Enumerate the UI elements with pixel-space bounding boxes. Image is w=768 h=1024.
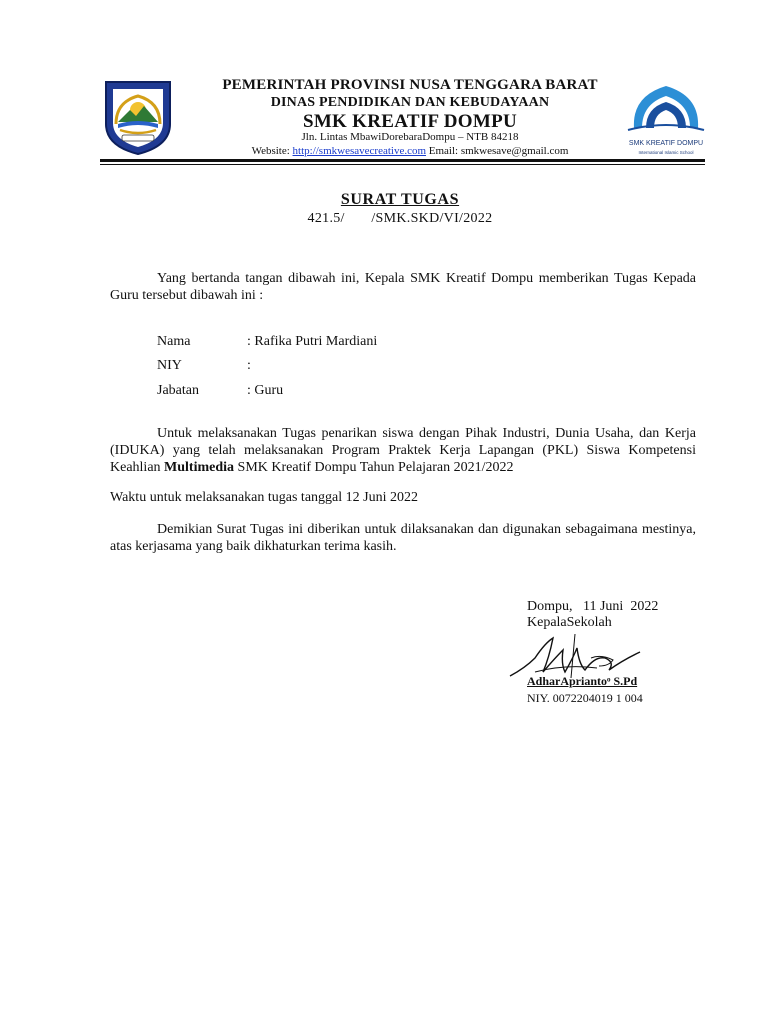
- right-logo-subtext: International Islamic School: [638, 150, 694, 155]
- field-value-nama: : Rafika Putri Mardiani: [247, 334, 378, 349]
- letter-title: SURAT TUGAS: [340, 191, 460, 208]
- header-rule-thick: [100, 159, 705, 162]
- government-header: PEMERINTAH PROVINSI NUSA TENGGARA BARAT: [222, 77, 598, 93]
- place-date: Dompu, 11 Juni 2022: [527, 599, 659, 614]
- contact-line: [160, 145, 660, 157]
- website-label: Website:: [251, 145, 290, 157]
- field-label-jabatan: Jabatan: [157, 383, 199, 398]
- website-link[interactable]: http://smkwesavecreative.com: [292, 145, 427, 157]
- signatory-niy: NIY. 0072204019 1 004: [527, 691, 643, 705]
- assignment-text-part1: Untuk melaksanakan Tugas penarikan siswa dengan Pihak Industri, Dunia Usaha, dan Kerja (IDUKA) yang telah melaksanakan Program Praktek Kerja Lapangan (PKL) Siswa Kompetensi Keahlian: [110, 426, 696, 475]
- signatory-position: KepalaSekolah: [527, 615, 612, 630]
- signatory-name: AdharApriantoᵒ S.Pd: [527, 674, 638, 688]
- assignment-paragraph: [110, 425, 696, 476]
- field-label-nama: Nama: [157, 334, 191, 349]
- header-rule-thin: [100, 164, 705, 165]
- field-label-niy: NIY: [157, 358, 182, 373]
- email-text: Email: smkwesave@gmail.com: [428, 145, 569, 157]
- school-dome-logo-icon: [620, 80, 712, 165]
- letter-number: 421.5/ /SMK.SKD/VI/2022: [307, 211, 493, 226]
- time-line: Waktu untuk melaksanakan tugas tanggal 12 Juni 2022: [110, 490, 418, 505]
- school-address: Jln. Lintas MbawiDorebaraDompu – NTB 84218: [301, 131, 519, 143]
- department-header: DINAS PENDIDIKAN DAN KEBUDAYAAN: [270, 95, 550, 110]
- field-value-jabatan: : Guru: [247, 383, 284, 398]
- intro-paragraph: Yang bertanda tangan dibawah ini, Kepala SMK Kreatif Dompu memberikan Tugas Kepada Guru tersebut dibawah ini :: [110, 271, 696, 303]
- closing-paragraph: Demikian Surat Tugas ini diberikan untuk dilaksanakan dan digunakan sebagaimana mestinya, atas kerjasama yang baik dikhaturkan terima kasih.: [110, 522, 696, 554]
- school-name: SMK KREATIF DOMPU: [302, 111, 518, 132]
- field-value-niy: :: [247, 358, 251, 373]
- competency-name: Multimedia: [164, 460, 235, 475]
- assignment-text-part2: SMK Kreatif Dompu Tahun Pelajaran 2021/2022: [234, 460, 514, 475]
- right-logo-text: SMK KREATIF DOMPU: [628, 140, 704, 147]
